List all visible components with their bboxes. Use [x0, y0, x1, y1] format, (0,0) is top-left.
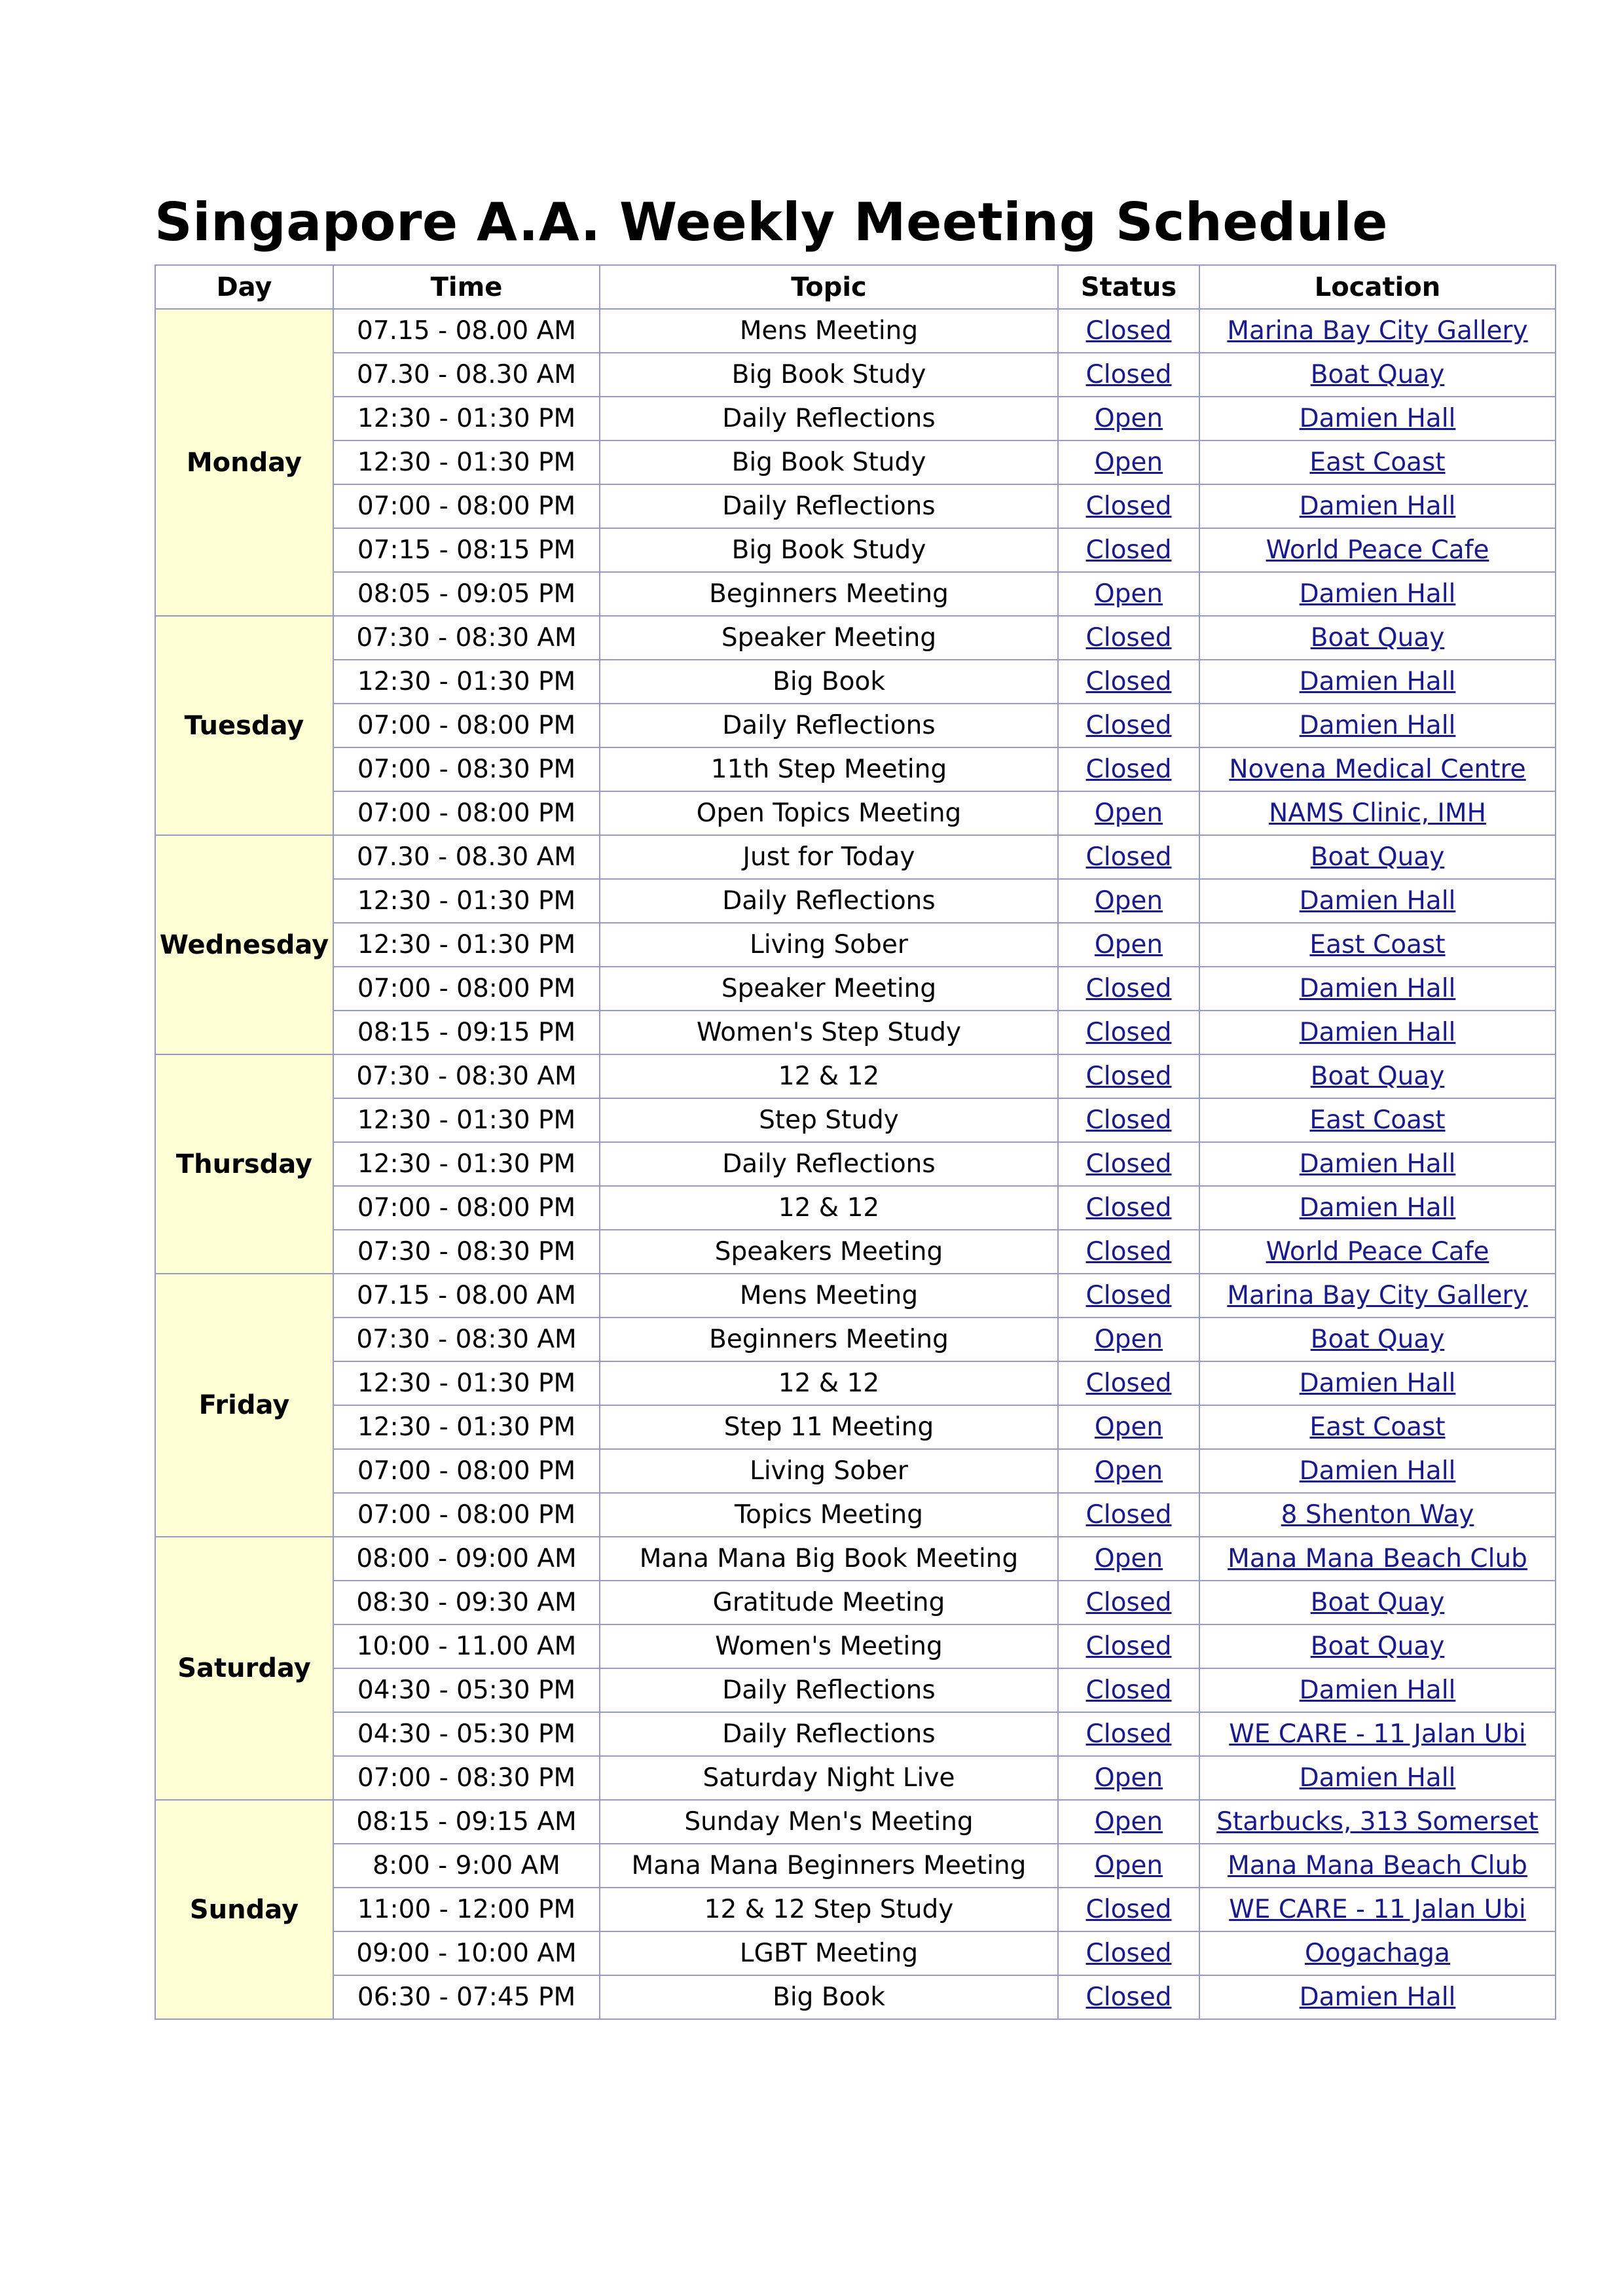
location-cell — [1199, 967, 1556, 1011]
table-row — [155, 1624, 1556, 1668]
location-cell — [1199, 704, 1556, 747]
status-cell — [1058, 1274, 1199, 1318]
topic-cell: LGBT Meeting — [600, 1931, 1058, 1975]
time-cell: 06:30 - 07:45 PM — [333, 1975, 600, 2019]
location-cell — [1199, 1054, 1556, 1098]
time-cell: 8:00 - 9:00 AM — [333, 1844, 600, 1888]
location-cell — [1199, 1888, 1556, 1931]
table-row — [155, 835, 1556, 879]
topic-cell: 12 & 12 — [600, 1186, 1058, 1230]
topic-cell: Women's Meeting — [600, 1624, 1058, 1668]
time-cell: 07:30 - 08:30 AM — [333, 1318, 600, 1361]
time-cell: 07.15 - 08.00 AM — [333, 1274, 600, 1318]
topic-cell: 12 & 12 — [600, 1054, 1058, 1098]
status-cell — [1058, 353, 1199, 397]
location-link[interactable]: Damien Hall — [1299, 1982, 1456, 2012]
status-cell — [1058, 835, 1199, 879]
topic-cell: Mana Mana Beginners Meeting — [600, 1844, 1058, 1888]
topic-cell: Daily Reflections — [600, 879, 1058, 923]
status-cell — [1058, 1975, 1199, 2019]
location-cell — [1199, 528, 1556, 572]
topic-cell: Daily Reflections — [600, 1142, 1058, 1186]
topic-cell: Just for Today — [600, 835, 1058, 879]
time-cell: 07:15 - 08:15 PM — [333, 528, 600, 572]
table-row — [155, 397, 1556, 440]
location-cell — [1199, 440, 1556, 484]
topic-cell: Daily Reflections — [600, 1668, 1058, 1712]
topic-cell: Living Sober — [600, 923, 1058, 967]
status-link[interactable]: Closed — [1085, 1588, 1172, 1617]
time-cell: 07.30 - 08.30 AM — [333, 835, 600, 879]
status-link[interactable]: Closed — [1085, 535, 1172, 565]
time-cell: 07:00 - 08:00 PM — [333, 704, 600, 747]
location-cell — [1199, 1186, 1556, 1230]
status-cell — [1058, 1931, 1199, 1975]
location-link[interactable]: Damien Hall — [1299, 886, 1456, 916]
location-cell — [1199, 879, 1556, 923]
table-row — [155, 791, 1556, 835]
status-link[interactable]: Closed — [1085, 1018, 1172, 1047]
topic-cell: Topics Meeting — [600, 1493, 1058, 1537]
location-link[interactable]: Damien Hall — [1299, 1369, 1456, 1398]
header-day: Day — [155, 265, 333, 309]
location-link[interactable]: WE CARE - 11 Jalan Ubi — [1229, 1719, 1526, 1749]
status-link[interactable]: Open — [1094, 1851, 1163, 1880]
location-link[interactable]: Boat Quay — [1310, 1062, 1445, 1091]
topic-cell: Speakers Meeting — [600, 1230, 1058, 1274]
day-cell-thursday: Thursday — [155, 1054, 333, 1274]
time-cell: 07:00 - 08:00 PM — [333, 1186, 600, 1230]
location-link[interactable]: East Coast — [1309, 930, 1446, 960]
location-cell — [1199, 1405, 1556, 1449]
time-cell: 11:00 - 12:00 PM — [333, 1888, 600, 1931]
status-cell — [1058, 1361, 1199, 1405]
time-cell: 07:30 - 08:30 AM — [333, 1054, 600, 1098]
topic-cell: Beginners Meeting — [600, 572, 1058, 616]
status-cell — [1058, 1712, 1199, 1756]
time-cell: 07:00 - 08:00 PM — [333, 1493, 600, 1537]
table-row — [155, 1274, 1556, 1318]
time-cell: 08:30 - 09:30 AM — [333, 1581, 600, 1624]
status-link[interactable]: Open — [1094, 886, 1163, 916]
topic-cell: 12 & 12 — [600, 1361, 1058, 1405]
topic-cell: Open Topics Meeting — [600, 791, 1058, 835]
topic-cell: Big Book — [600, 1975, 1058, 2019]
page-title: Singapore A.A. Weekly Meeting Schedule — [155, 192, 1388, 253]
status-cell — [1058, 1405, 1199, 1449]
table-row — [155, 1230, 1556, 1274]
status-link[interactable]: Open — [1094, 930, 1163, 960]
status-link[interactable]: Closed — [1085, 1939, 1172, 1968]
status-cell — [1058, 1624, 1199, 1668]
topic-cell: Big Book — [600, 660, 1058, 704]
location-cell — [1199, 747, 1556, 791]
location-cell — [1199, 791, 1556, 835]
table-row — [155, 440, 1556, 484]
header-location: Location — [1199, 265, 1556, 309]
table-body — [155, 309, 1556, 2019]
time-cell: 07:00 - 08:30 PM — [333, 1756, 600, 1800]
location-link[interactable]: Damien Hall — [1299, 1193, 1456, 1223]
status-cell — [1058, 1449, 1199, 1493]
status-cell — [1058, 309, 1199, 353]
location-cell — [1199, 353, 1556, 397]
location-cell — [1199, 309, 1556, 353]
table-row — [155, 1186, 1556, 1230]
status-link[interactable]: Closed — [1085, 1062, 1172, 1091]
location-link[interactable]: East Coast — [1309, 1412, 1446, 1442]
topic-cell: 12 & 12 Step Study — [600, 1888, 1058, 1931]
status-link[interactable]: Closed — [1085, 316, 1172, 346]
status-link[interactable]: Closed — [1085, 711, 1172, 740]
status-cell — [1058, 1756, 1199, 1800]
location-link[interactable]: Damien Hall — [1299, 1676, 1456, 1705]
location-link[interactable]: 8 Shenton Way — [1281, 1500, 1474, 1530]
table-row — [155, 747, 1556, 791]
header-time: Time — [333, 265, 600, 309]
time-cell: 10:00 - 11.00 AM — [333, 1624, 600, 1668]
table-row — [155, 660, 1556, 704]
status-cell — [1058, 879, 1199, 923]
table-row — [155, 572, 1556, 616]
time-cell: 07:00 - 08:00 PM — [333, 791, 600, 835]
topic-cell: Women's Step Study — [600, 1011, 1058, 1054]
location-link[interactable]: East Coast — [1309, 1105, 1446, 1135]
status-cell — [1058, 967, 1199, 1011]
topic-cell: Beginners Meeting — [600, 1318, 1058, 1361]
topic-cell: Daily Reflections — [600, 1712, 1058, 1756]
status-link[interactable]: Open — [1094, 579, 1163, 609]
topic-cell: Speaker Meeting — [600, 967, 1058, 1011]
table-row — [155, 484, 1556, 528]
time-cell: 07:00 - 08:00 PM — [333, 484, 600, 528]
location-link[interactable]: Boat Quay — [1310, 623, 1445, 653]
status-cell — [1058, 1668, 1199, 1712]
status-cell — [1058, 1537, 1199, 1581]
status-cell — [1058, 440, 1199, 484]
table-row — [155, 1449, 1556, 1493]
location-cell — [1199, 1931, 1556, 1975]
location-link[interactable]: Damien Hall — [1299, 1018, 1456, 1047]
status-cell — [1058, 747, 1199, 791]
location-cell — [1199, 484, 1556, 528]
time-cell: 07:00 - 08:00 PM — [333, 1449, 600, 1493]
time-cell: 08:05 - 09:05 PM — [333, 572, 600, 616]
table-row — [155, 1975, 1556, 2019]
status-link[interactable]: Open — [1094, 798, 1163, 828]
topic-cell: Speaker Meeting — [600, 616, 1058, 660]
status-link[interactable]: Closed — [1085, 842, 1172, 872]
status-cell — [1058, 528, 1199, 572]
status-link[interactable]: Closed — [1085, 1982, 1172, 2012]
location-cell — [1199, 572, 1556, 616]
location-cell — [1199, 616, 1556, 660]
topic-cell: Step Study — [600, 1098, 1058, 1142]
location-cell — [1199, 1537, 1556, 1581]
status-link[interactable]: Closed — [1085, 974, 1172, 1003]
table-row — [155, 1888, 1556, 1931]
table-row — [155, 1931, 1556, 1975]
location-link[interactable]: World Peace Cafe — [1266, 1237, 1489, 1266]
location-cell — [1199, 1756, 1556, 1800]
location-link[interactable]: Damien Hall — [1299, 404, 1456, 433]
status-link[interactable]: Closed — [1085, 1895, 1172, 1924]
status-link[interactable]: Open — [1094, 1763, 1163, 1793]
location-cell — [1199, 923, 1556, 967]
table-row — [155, 1493, 1556, 1537]
time-cell: 07:00 - 08:30 PM — [333, 747, 600, 791]
status-link[interactable]: Closed — [1085, 360, 1172, 389]
day-cell-saturday: Saturday — [155, 1537, 333, 1800]
status-link[interactable]: Closed — [1085, 1500, 1172, 1530]
location-cell — [1199, 1142, 1556, 1186]
status-link[interactable]: Closed — [1085, 1193, 1172, 1223]
status-link[interactable]: Closed — [1085, 1281, 1172, 1310]
status-cell — [1058, 1186, 1199, 1230]
location-cell — [1199, 1274, 1556, 1318]
table-row — [155, 1318, 1556, 1361]
day-cell-sunday: Sunday — [155, 1800, 333, 2019]
status-link[interactable]: Closed — [1085, 492, 1172, 521]
location-link[interactable]: East Coast — [1309, 448, 1446, 477]
status-cell — [1058, 1581, 1199, 1624]
location-cell — [1199, 1581, 1556, 1624]
status-link[interactable]: Open — [1094, 1456, 1163, 1486]
location-link[interactable]: Damien Hall — [1299, 667, 1456, 696]
status-cell — [1058, 572, 1199, 616]
time-cell: 07.15 - 08.00 AM — [333, 309, 600, 353]
status-link[interactable]: Closed — [1085, 1369, 1172, 1398]
time-cell: 04:30 - 05:30 PM — [333, 1668, 600, 1712]
time-cell: 12:30 - 01:30 PM — [333, 440, 600, 484]
status-cell — [1058, 704, 1199, 747]
location-cell — [1199, 660, 1556, 704]
time-cell: 12:30 - 01:30 PM — [333, 1405, 600, 1449]
time-cell: 12:30 - 01:30 PM — [333, 1142, 600, 1186]
header-row — [155, 265, 1556, 309]
time-cell: 04:30 - 05:30 PM — [333, 1712, 600, 1756]
status-link[interactable]: Closed — [1085, 1237, 1172, 1266]
schedule-page — [155, 183, 1556, 2020]
location-link[interactable]: Damien Hall — [1299, 974, 1456, 1003]
location-link[interactable]: Marina Bay City Gallery — [1227, 1281, 1528, 1310]
day-cell-friday: Friday — [155, 1274, 333, 1537]
status-cell — [1058, 1098, 1199, 1142]
table-row — [155, 967, 1556, 1011]
header-status: Status — [1058, 265, 1199, 309]
table-row — [155, 1405, 1556, 1449]
location-link[interactable]: Mana Mana Beach Club — [1228, 1851, 1527, 1880]
status-link[interactable]: Open — [1094, 1544, 1163, 1573]
location-link[interactable]: Damien Hall — [1299, 1456, 1456, 1486]
topic-cell: Big Book Study — [600, 440, 1058, 484]
location-link[interactable]: Boat Quay — [1310, 360, 1445, 389]
status-cell — [1058, 1142, 1199, 1186]
table-row — [155, 1581, 1556, 1624]
location-link[interactable]: Boat Quay — [1310, 1325, 1445, 1354]
location-cell — [1199, 1449, 1556, 1493]
topic-cell: Mens Meeting — [600, 309, 1058, 353]
status-link[interactable]: Closed — [1085, 1632, 1172, 1661]
day-cell-monday: Monday — [155, 309, 333, 616]
topic-cell: Step 11 Meeting — [600, 1405, 1058, 1449]
table-row — [155, 879, 1556, 923]
table-row — [155, 528, 1556, 572]
location-cell — [1199, 1230, 1556, 1274]
status-link[interactable]: Closed — [1085, 1719, 1172, 1749]
topic-cell: Big Book Study — [600, 528, 1058, 572]
time-cell: 12:30 - 01:30 PM — [333, 660, 600, 704]
status-cell — [1058, 1011, 1199, 1054]
location-link[interactable]: Damien Hall — [1299, 579, 1456, 609]
time-cell: 08:00 - 09:00 AM — [333, 1537, 600, 1581]
topic-cell: Mens Meeting — [600, 1274, 1058, 1318]
topic-cell: Daily Reflections — [600, 704, 1058, 747]
location-link[interactable]: NAMS Clinic, IMH — [1269, 798, 1486, 828]
status-cell — [1058, 1844, 1199, 1888]
location-link[interactable]: Boat Quay — [1310, 1632, 1445, 1661]
location-link[interactable]: World Peace Cafe — [1266, 535, 1489, 565]
table-row — [155, 1844, 1556, 1888]
status-link[interactable]: Closed — [1085, 755, 1172, 784]
location-link[interactable]: Novena Medical Centre — [1229, 755, 1526, 784]
status-cell — [1058, 484, 1199, 528]
status-cell — [1058, 923, 1199, 967]
status-link[interactable]: Closed — [1085, 1105, 1172, 1135]
table-row — [155, 704, 1556, 747]
location-cell — [1199, 1668, 1556, 1712]
status-link[interactable]: Open — [1094, 1325, 1163, 1354]
table-row — [155, 1668, 1556, 1712]
location-link[interactable]: Boat Quay — [1310, 1588, 1445, 1617]
table-header — [155, 265, 1556, 309]
status-cell — [1058, 1230, 1199, 1274]
topic-cell: Daily Reflections — [600, 397, 1058, 440]
status-cell — [1058, 791, 1199, 835]
time-cell: 12:30 - 01:30 PM — [333, 923, 600, 967]
topic-cell: 11th Step Meeting — [600, 747, 1058, 791]
location-cell — [1199, 1844, 1556, 1888]
table-row — [155, 353, 1556, 397]
table-row — [155, 1098, 1556, 1142]
table-row — [155, 1011, 1556, 1054]
location-link[interactable]: Damien Hall — [1299, 1763, 1456, 1793]
table-row — [155, 923, 1556, 967]
time-cell: 12:30 - 01:30 PM — [333, 1098, 600, 1142]
location-cell — [1199, 1361, 1556, 1405]
location-link[interactable]: Starbucks, 313 Somerset — [1216, 1807, 1539, 1837]
time-cell: 09:00 - 10:00 AM — [333, 1931, 600, 1975]
day-cell-wednesday: Wednesday — [155, 835, 333, 1054]
time-cell: 07:00 - 08:00 PM — [333, 967, 600, 1011]
time-cell: 07:30 - 08:30 AM — [333, 616, 600, 660]
location-link[interactable]: Boat Quay — [1310, 842, 1445, 872]
topic-cell: Sunday Men's Meeting — [600, 1800, 1058, 1844]
time-cell: 12:30 - 01:30 PM — [333, 879, 600, 923]
location-cell — [1199, 1800, 1556, 1844]
time-cell: 08:15 - 09:15 PM — [333, 1011, 600, 1054]
time-cell: 08:15 - 09:15 AM — [333, 1800, 600, 1844]
location-cell — [1199, 1493, 1556, 1537]
topic-cell: Saturday Night Live — [600, 1756, 1058, 1800]
status-cell — [1058, 397, 1199, 440]
time-cell: 12:30 - 01:30 PM — [333, 397, 600, 440]
status-cell — [1058, 1493, 1199, 1537]
location-cell — [1199, 1624, 1556, 1668]
table-row — [155, 1054, 1556, 1098]
time-cell: 07:30 - 08:30 PM — [333, 1230, 600, 1274]
status-cell — [1058, 1888, 1199, 1931]
status-link[interactable]: Open — [1094, 1412, 1163, 1442]
location-cell — [1199, 397, 1556, 440]
time-cell: 07.30 - 08.30 AM — [333, 353, 600, 397]
status-link[interactable]: Open — [1094, 1807, 1163, 1837]
status-link[interactable]: Closed — [1085, 1149, 1172, 1179]
topic-cell: Daily Reflections — [600, 484, 1058, 528]
status-cell — [1058, 1800, 1199, 1844]
status-link[interactable]: Closed — [1085, 667, 1172, 696]
location-link[interactable]: WE CARE - 11 Jalan Ubi — [1229, 1895, 1526, 1924]
header-topic: Topic — [600, 265, 1058, 309]
topic-cell: Living Sober — [600, 1449, 1058, 1493]
topic-cell: Mana Mana Big Book Meeting — [600, 1537, 1058, 1581]
table-row — [155, 616, 1556, 660]
day-cell-tuesday: Tuesday — [155, 616, 333, 835]
table-row — [155, 1537, 1556, 1581]
location-link[interactable]: Marina Bay City Gallery — [1227, 316, 1528, 346]
status-cell — [1058, 1318, 1199, 1361]
table-row — [155, 1800, 1556, 1844]
table-row — [155, 1361, 1556, 1405]
location-cell — [1199, 1712, 1556, 1756]
status-cell — [1058, 616, 1199, 660]
location-link[interactable]: Damien Hall — [1299, 492, 1456, 521]
status-link[interactable]: Open — [1094, 448, 1163, 477]
location-link[interactable]: Damien Hall — [1299, 1149, 1456, 1179]
table-row — [155, 1756, 1556, 1800]
topic-cell: Gratitude Meeting — [600, 1581, 1058, 1624]
table-row — [155, 1142, 1556, 1186]
location-cell — [1199, 1975, 1556, 2019]
location-cell — [1199, 1098, 1556, 1142]
meeting-schedule-table — [155, 264, 1556, 2020]
table-row — [155, 309, 1556, 353]
location-link[interactable]: Mana Mana Beach Club — [1228, 1544, 1527, 1573]
topic-cell: Big Book Study — [600, 353, 1058, 397]
location-cell — [1199, 835, 1556, 879]
location-link[interactable]: Oogachaga — [1305, 1939, 1450, 1968]
table-row — [155, 1712, 1556, 1756]
time-cell: 12:30 - 01:30 PM — [333, 1361, 600, 1405]
location-link[interactable]: Damien Hall — [1299, 711, 1456, 740]
status-link[interactable]: Open — [1094, 404, 1163, 433]
status-cell — [1058, 660, 1199, 704]
status-cell — [1058, 1054, 1199, 1098]
status-link[interactable]: Closed — [1085, 623, 1172, 653]
status-link[interactable]: Closed — [1085, 1676, 1172, 1705]
location-cell — [1199, 1011, 1556, 1054]
location-cell — [1199, 1318, 1556, 1361]
